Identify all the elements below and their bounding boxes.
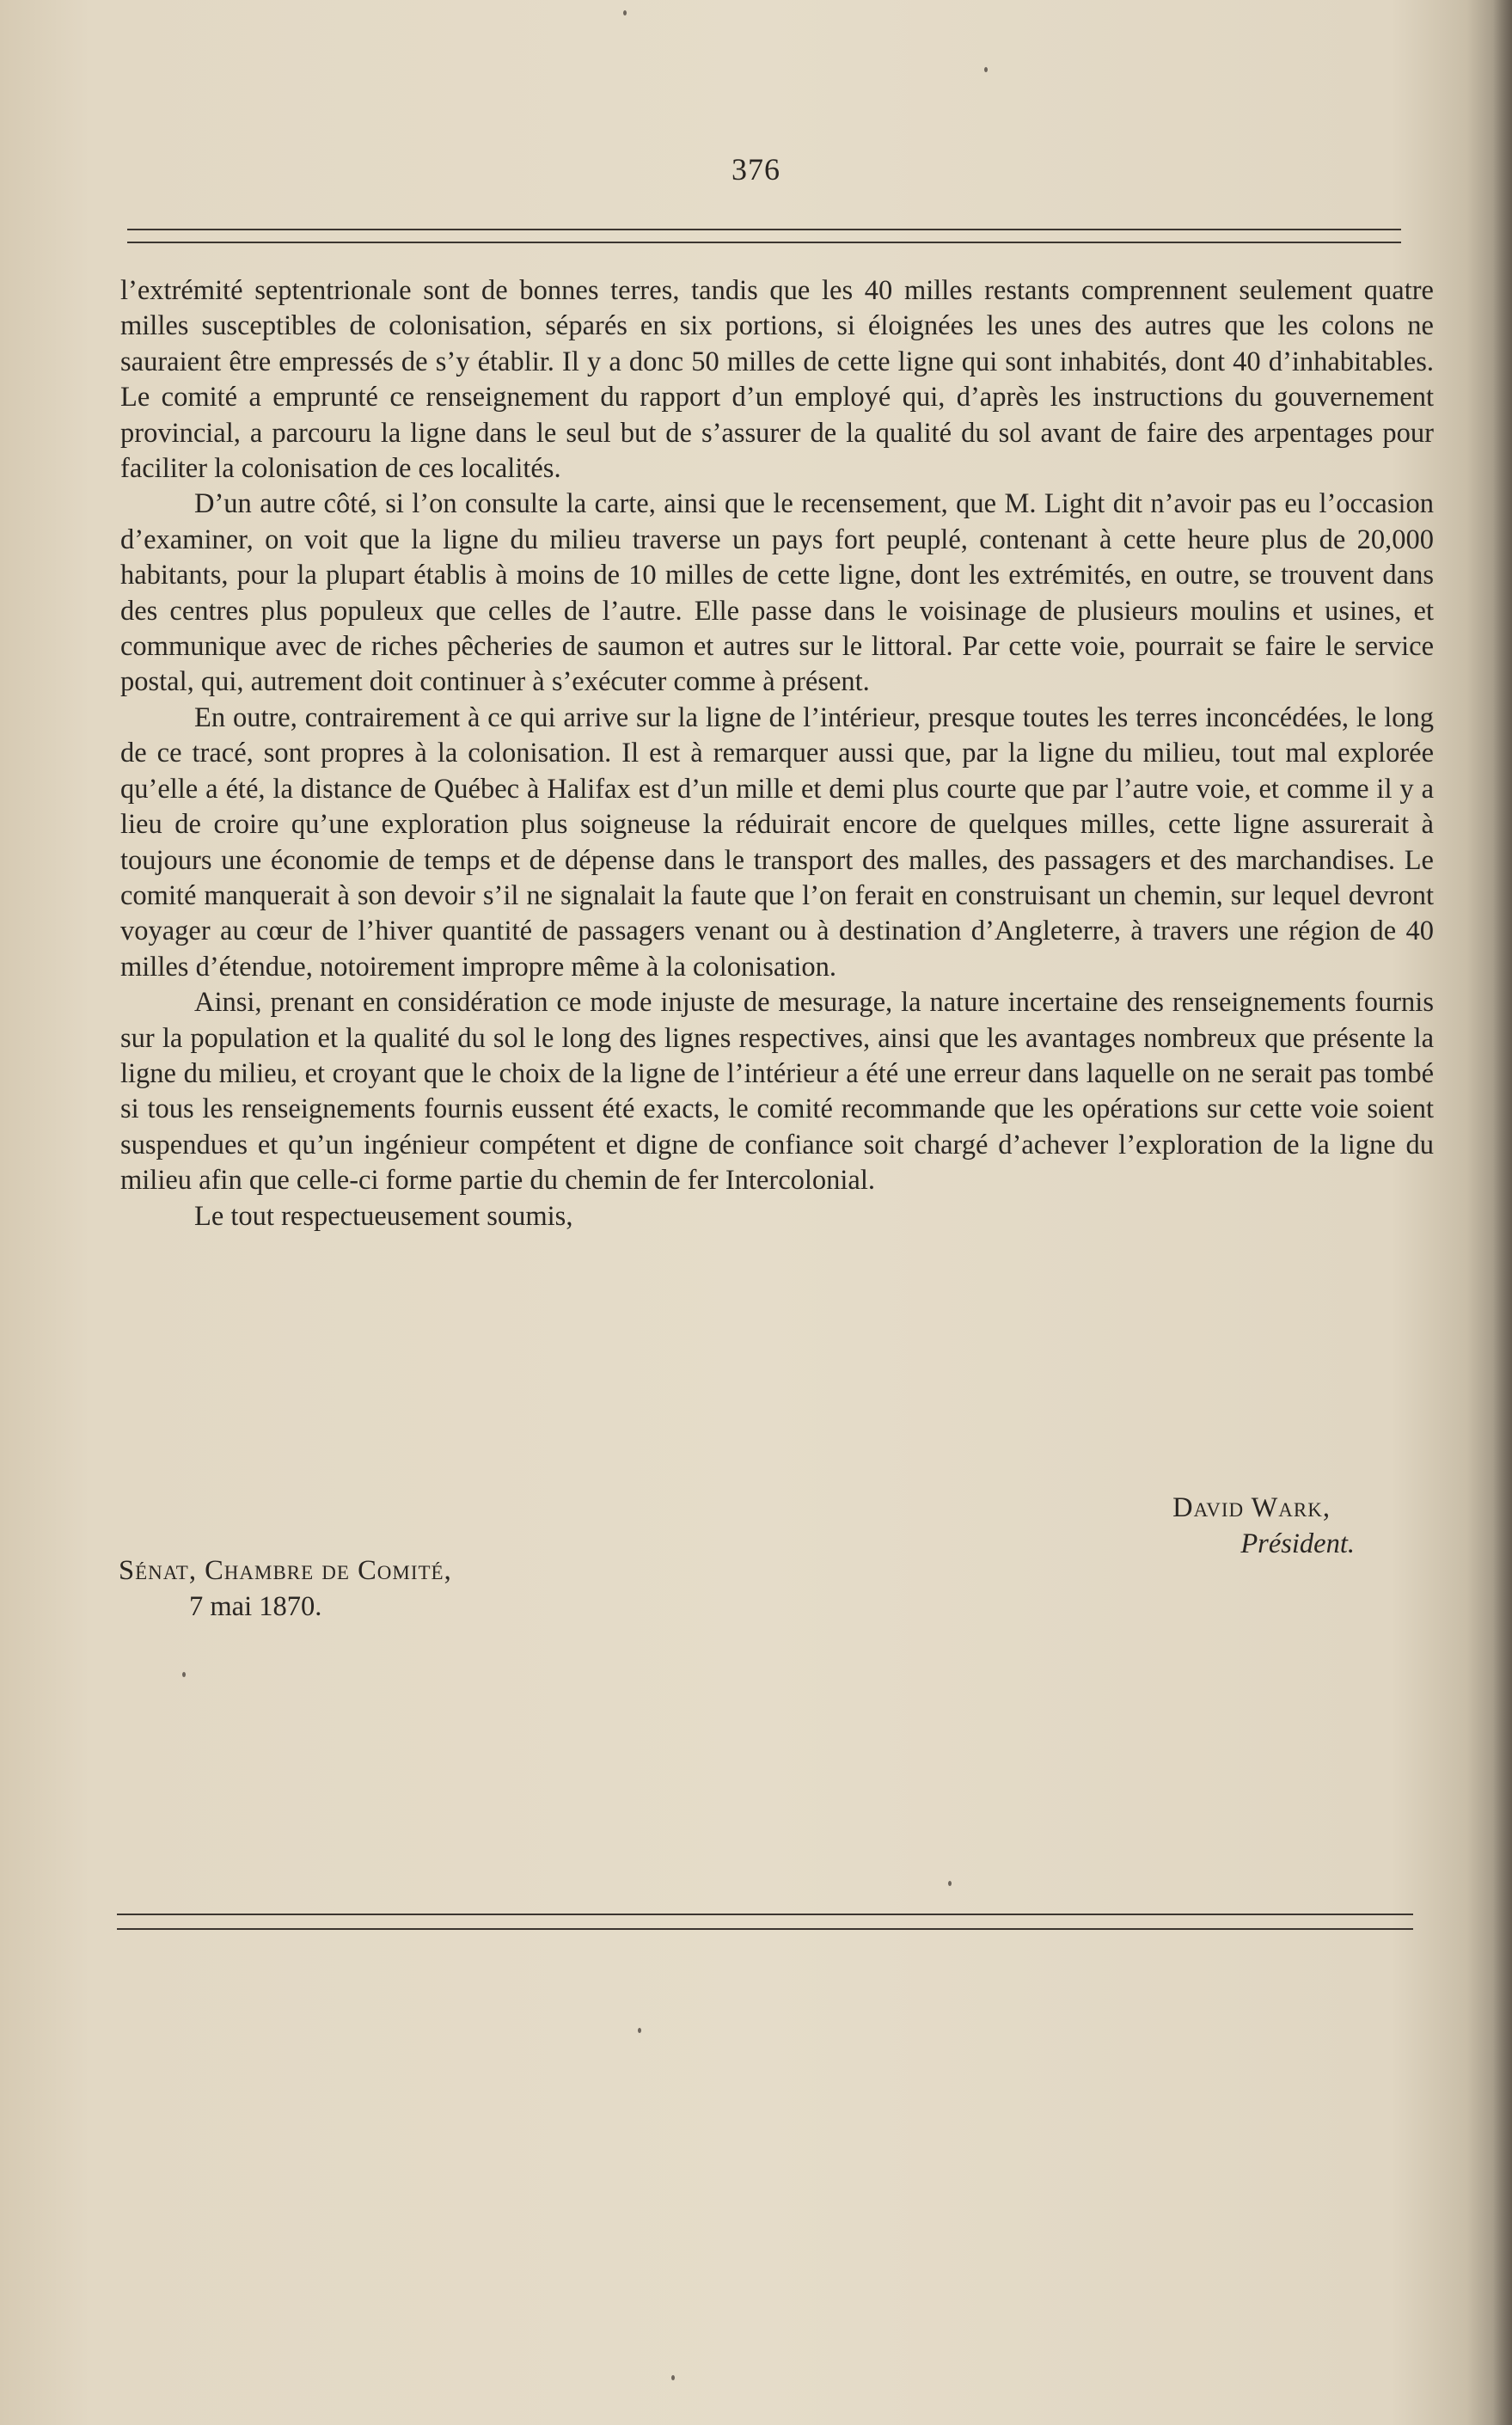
closing-line: Le tout respectueusement soumis, bbox=[194, 1200, 573, 1232]
place-line: Sénat, Chambre de Comité, bbox=[119, 1555, 452, 1586]
paper-speck bbox=[948, 1881, 952, 1886]
paragraph-3: En outre, contrairement à ce qui arrive sur la ligne de l’intérieur, presque toutes les terres inconcédées, le long de ce tracé, sont propres à la colonisation. Il est à remarquer aussi que, par la ligne du milieu, tout mal explorée qu’elle a été, la distance de Québec à Halifax est d’un mille et demi plus courte que par l’autre voie, et comme il y a lieu de croire qu’une exploration plus soigneuse la réduirait encore de quelques milles, cette ligne assurerait à toujours une économie de temps et de dépense dans le transport des malles, des passagers et des marchandises. Le comité manquerait à son devoir s’il ne signalait la faute que l’on ferait en construisant un chemin, sur lequel devront voyager au cœur de l’hiver quantité de passagers venant ou à destination d’Angleterre, à travers une région de 40 milles d’étendue, notoirement impropre même à la colonisation. bbox=[120, 701, 1434, 983]
signature-name bbox=[120, 1490, 1355, 1526]
paper-speck bbox=[623, 10, 627, 15]
signatory-name: David Wark, bbox=[1172, 1492, 1331, 1523]
page-number: 376 bbox=[732, 152, 780, 187]
body-text bbox=[120, 273, 1434, 1234]
place-date bbox=[119, 1552, 452, 1625]
paragraph-4: Ainsi, prenant en considération ce mode injuste de mesurage, la nature incertaine des renseignements fournis sur la population et la qualité du sol le long des lignes respectives, ainsi que les avantages nombreux que présente la ligne du milieu, et croyant que le choix de la ligne de l’intérieur a été une erreur dans laquelle on ne serait pas tombé si tous les renseignements fournis eussent été exacts, le comité recommande que les opérations sur cette voie soient suspendues et qu’un ingénieur compétent et digne de confiance soit chargé d’achever l’exploration de la ligne du milieu afin que celle-ci forme partie du chemin de fer Intercolonial. bbox=[120, 987, 1434, 1197]
page-edge-shadow bbox=[1493, 0, 1512, 2425]
paper-speck bbox=[671, 2375, 675, 2380]
paper-speck bbox=[638, 2028, 641, 2033]
date-line: 7 mai 1870. bbox=[189, 1591, 322, 1622]
signatory-title: Président. bbox=[1240, 1528, 1355, 1559]
footer-rule-bottom bbox=[117, 1928, 1413, 1930]
header-rule-bottom bbox=[127, 242, 1401, 243]
paragraph-2: D’un autre côté, si l’on consulte la carte, ainsi que le recensement, que M. Light dit n’avoir pas eu l’occasion d’examiner, on voit que la ligne du milieu traverse un pays fort peuplé, contenant à cette heure plus de 20,000 habitants, pour la plupart établis à moins de 10 milles de cette ligne, dont les extrémités, en outre, se trouvent dans des centres plus populeux que celles de l’autre. Elle passe dans le voisinage de plusieurs moulins et usines, et communique avec de riches pêcheries de saumon et autres sur le littoral. Par cette voie, pourrait se faire le service postal, qui, autrement doit continuer à s’exécuter comme à présent. bbox=[120, 488, 1434, 698]
footer-rule-top bbox=[117, 1914, 1413, 1915]
paper-speck bbox=[182, 1672, 186, 1677]
paper-speck bbox=[984, 67, 988, 72]
paragraph-1: l’extrémité septentrionale sont de bonnes terres, tandis que les 40 milles restants comprennent seulement quatre milles susceptibles de colonisation, séparés en six portions, si éloignées les unes des autres que les colons ne sauraient être empressés de s’y établir. Il y a donc 50 milles de cette ligne qui sont inhabités, dont 40 d’inhabitables. Le comité a emprunté ce renseignement du rapport d’un employé qui, d’après les instructions du gouvernement provincial, a parcouru la ligne dans le seul but de s’assurer de la qualité du sol avant de faire des arpentages pour faciliter la colonisation de ces localités. bbox=[120, 275, 1434, 485]
header-rule-top bbox=[127, 229, 1401, 230]
